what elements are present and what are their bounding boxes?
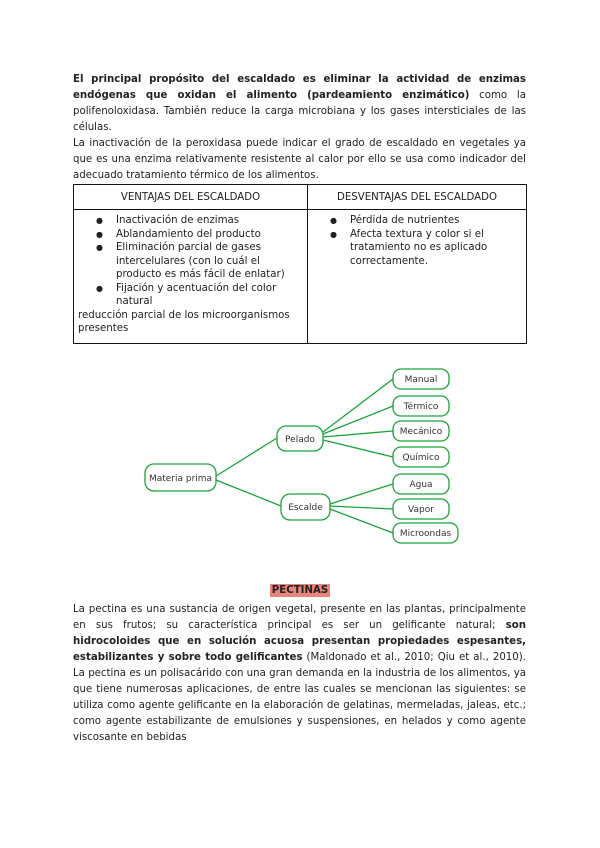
pectinas-paragraph	[73, 602, 526, 746]
ventajas-cell	[74, 210, 308, 344]
intro-paragraph-2: La inactivación de la peroxidasa puede indicar el grado de escaldado en vegetales ya que es una enzima relativamente resistente al calor por ello se usa como indicador del adecuado tratamiento térmico de los alimentos.	[73, 138, 526, 181]
node-label-quimico: Químico	[402, 453, 440, 463]
node-label-mecanico: Mecánico	[399, 427, 443, 437]
pectinas-text	[73, 602, 526, 746]
list-item: ● Fijación y acentuación del color natural	[116, 282, 303, 309]
process-diagram	[140, 364, 470, 544]
header-desventajas: DESVENTAJAS DEL ESCALDADO	[308, 185, 527, 210]
node-label-agua: Agua	[409, 480, 433, 490]
pectinas-bold: son hidrocoloides que en solución acuosa presentan propiedades espesantes, estabilizantes y sobre todo gelificantes	[73, 620, 526, 663]
intro-rest: como la polifenoloxidasa. También reduce la carga microbiana y los gases intersticiales de las células.	[73, 90, 526, 133]
node-label-manual: Manual	[404, 375, 438, 385]
node-label-microondas: Microondas	[399, 529, 452, 539]
node-label-escalde: Escalde	[288, 503, 323, 513]
pectinas-title: PECTINAS	[271, 585, 329, 596]
pectinas-heading	[0, 585, 600, 596]
ventajas-list	[78, 214, 303, 309]
pectinas-text-1: La pectina es una sustancia de origen vegetal, presente en las plantas, principalmente en sus frutos; su característica principal es ser un gelificante natural;	[73, 604, 526, 631]
list-item: ● Eliminación parcial de gases intercelulares (con lo cuál el producto es más fácil de enlatar)	[116, 241, 303, 282]
list-item: ● Pérdida de nutrientes	[350, 214, 522, 228]
intro-text	[73, 72, 526, 184]
escaldado-table	[73, 184, 527, 344]
list-item: ● Afecta textura y color si el tratamiento no es aplicado correctamente.	[350, 228, 522, 269]
ventajas-extra: reducción parcial de los microorganismos presentes	[78, 309, 290, 334]
node-label-pelado: Pelado	[285, 435, 315, 445]
node-label-vapor: Vapor	[408, 505, 434, 515]
node-label-termico: Térmico	[403, 402, 439, 412]
list-item: ● Ablandamiento del producto	[116, 228, 303, 242]
desventajas-cell	[308, 210, 527, 344]
header-ventajas: VENTAJAS DEL ESCALDADO	[74, 185, 308, 210]
list-item: ● Inactivación de enzimas	[116, 214, 303, 228]
node-label-materia-prima: Materia prima	[148, 474, 213, 484]
pectinas-text-2: (Maldonado et al., 2010; Qiu et al., 2010). La pectina es un polisacárido con una gran demanda en la industria de los alimentos, ya que tiene numerosas aplicaciones, de entre las cuales se mencionan las siguientes: se utiliza como agente gelificante en la elaboración de gelatinas, mermeladas, jaleas, etc.; como agente estabilizante de emulsiones y suspensiones, en helados y como agente viscosante en bebidas	[73, 652, 526, 743]
intro-paragraph-1	[73, 72, 526, 136]
desventajas-list	[312, 214, 522, 268]
intro-bold-lead: El principal propósito del escaldado es eliminar la actividad de enzimas endógenas que oxidan el alimento (pardeamiento enzimático)	[73, 74, 526, 101]
